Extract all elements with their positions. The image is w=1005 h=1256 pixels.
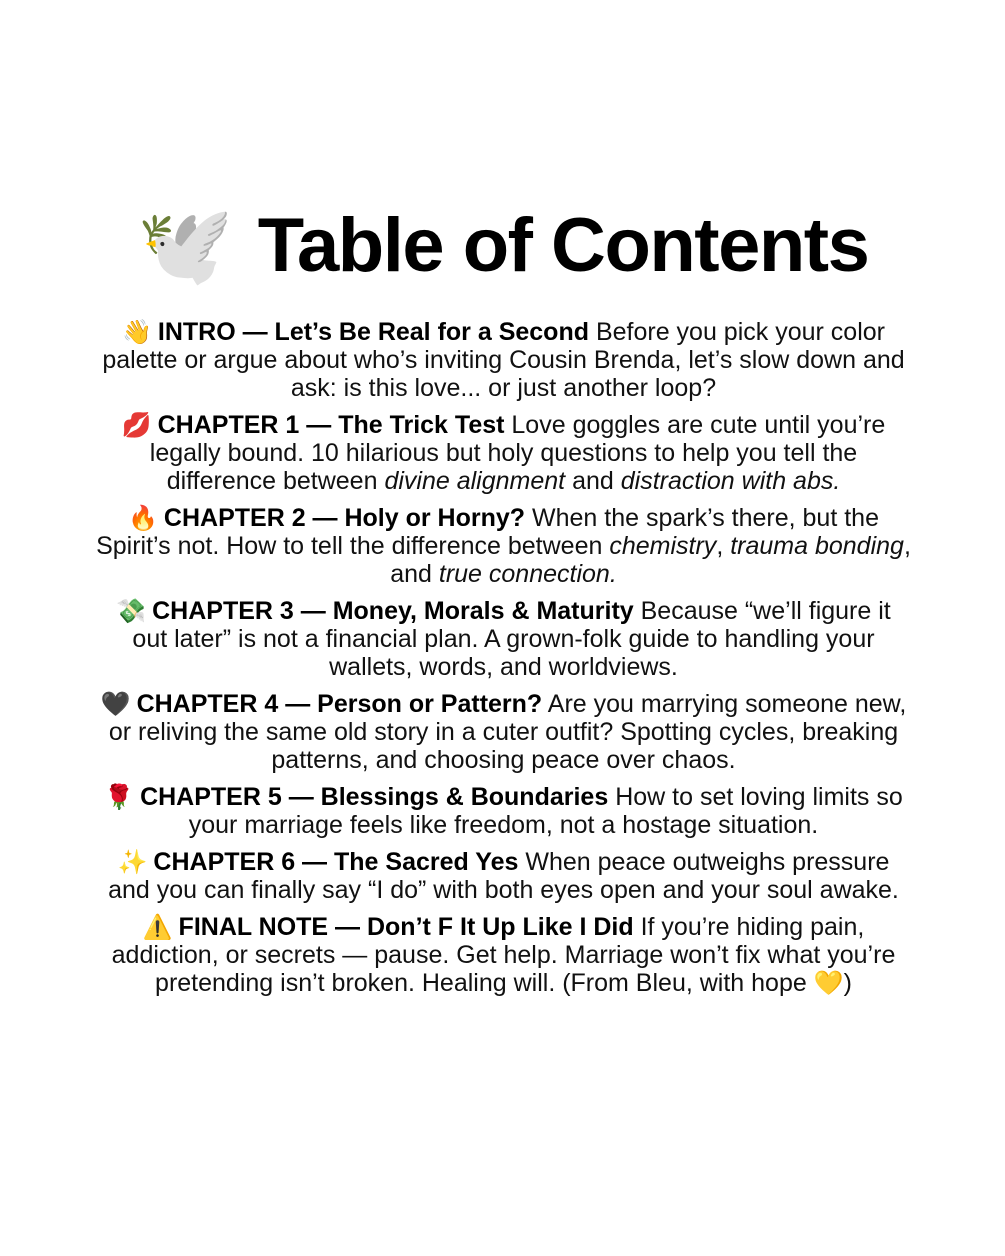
toc-entry-chapter-2 <box>96 504 911 588</box>
entry-description: Because “we’ll figure it out later” is not a financial plan. A grown-folk guide to handling your wallets, words, and worldviews. <box>132 597 891 681</box>
toc-entry-chapter-5 <box>96 783 911 839</box>
yellow-heart-icon: 💛 <box>813 969 844 997</box>
page-title: Table of Contents <box>257 203 869 288</box>
rose-icon: 🌹 <box>104 783 135 811</box>
entry-separator: , and <box>390 532 911 588</box>
toc-entry-intro <box>96 318 911 402</box>
title-row <box>0 196 1005 296</box>
entry-heading: INTRO — Let’s Be Real for a Second <box>157 318 589 346</box>
entry-heading: FINAL NOTE — Don’t F It Up Like I Did <box>178 913 634 941</box>
entry-description: Love goggles are cute until you’re legally bound. 10 hilarious but holy questions to help you tell the difference between <box>149 411 886 495</box>
entry-emphasis: chemistry <box>609 532 717 560</box>
toc-entry-chapter-1 <box>96 411 911 495</box>
black-heart-icon: 🖤 <box>100 690 131 718</box>
entry-description: When peace outweighs pressure and you can finally say “I do” with both eyes open and your soul awake. <box>108 848 899 904</box>
money-with-wings-icon: 💸 <box>116 597 147 625</box>
entry-heading: CHAPTER 6 — The Sacred Yes <box>153 848 519 876</box>
toc-entry-chapter-6 <box>96 848 911 904</box>
entry-description: Before you pick your color palette or argue about who’s inviting Cousin Brenda, let’s slow down and ask: is this love... or just another loop? <box>102 318 905 402</box>
entry-heading: CHAPTER 3 — Money, Morals & Maturity <box>152 597 634 625</box>
kiss-lips-icon: 💋 <box>121 411 152 439</box>
entry-emphasis: divine alignment <box>384 467 566 495</box>
entry-heading: CHAPTER 1 — The Trick Test <box>157 411 505 439</box>
table-of-contents <box>96 318 911 1006</box>
waving-hand-icon: 👋 <box>122 318 152 346</box>
entry-description: and <box>572 467 614 495</box>
toc-entry-final-note <box>96 913 911 997</box>
toc-entry-chapter-3 <box>96 597 911 681</box>
entry-emphasis: true connection. <box>438 560 617 588</box>
dove-icon: 🕊️ <box>136 201 234 291</box>
entry-heading: CHAPTER 5 — Blessings & Boundaries <box>140 783 609 811</box>
toc-entry-chapter-4 <box>96 690 911 774</box>
warning-icon: ⚠️ <box>142 913 173 941</box>
entry-heading: CHAPTER 2 — Holy or Horny? <box>163 504 526 532</box>
entry-description: If you’re hiding pain, addiction, or secrets — pause. Get help. Marriage won’t fix what you’re pretending isn’t broken. Healing will. (From Bleu, with hope <box>111 913 896 997</box>
entry-description: How to set loving limits so your marriage feels like freedom, not a hostage situation. <box>188 783 903 839</box>
closing-paren: ) <box>843 969 852 997</box>
entry-emphasis: distraction with abs. <box>620 467 841 495</box>
entry-description: Are you marrying someone new, or reliving the same old story in a cuter outfit? Spotting cycles, breaking patterns, and choosing peace over chaos. <box>108 690 907 774</box>
entry-description: When the spark’s there, but the Spirit’s not. How to tell the difference between <box>96 504 879 560</box>
fire-icon: 🔥 <box>128 504 158 532</box>
entry-emphasis: trauma bonding <box>730 532 904 560</box>
entry-heading: CHAPTER 4 — Person or Pattern? <box>136 690 543 718</box>
entry-separator: , <box>716 532 724 560</box>
sparkles-icon: ✨ <box>117 848 148 876</box>
